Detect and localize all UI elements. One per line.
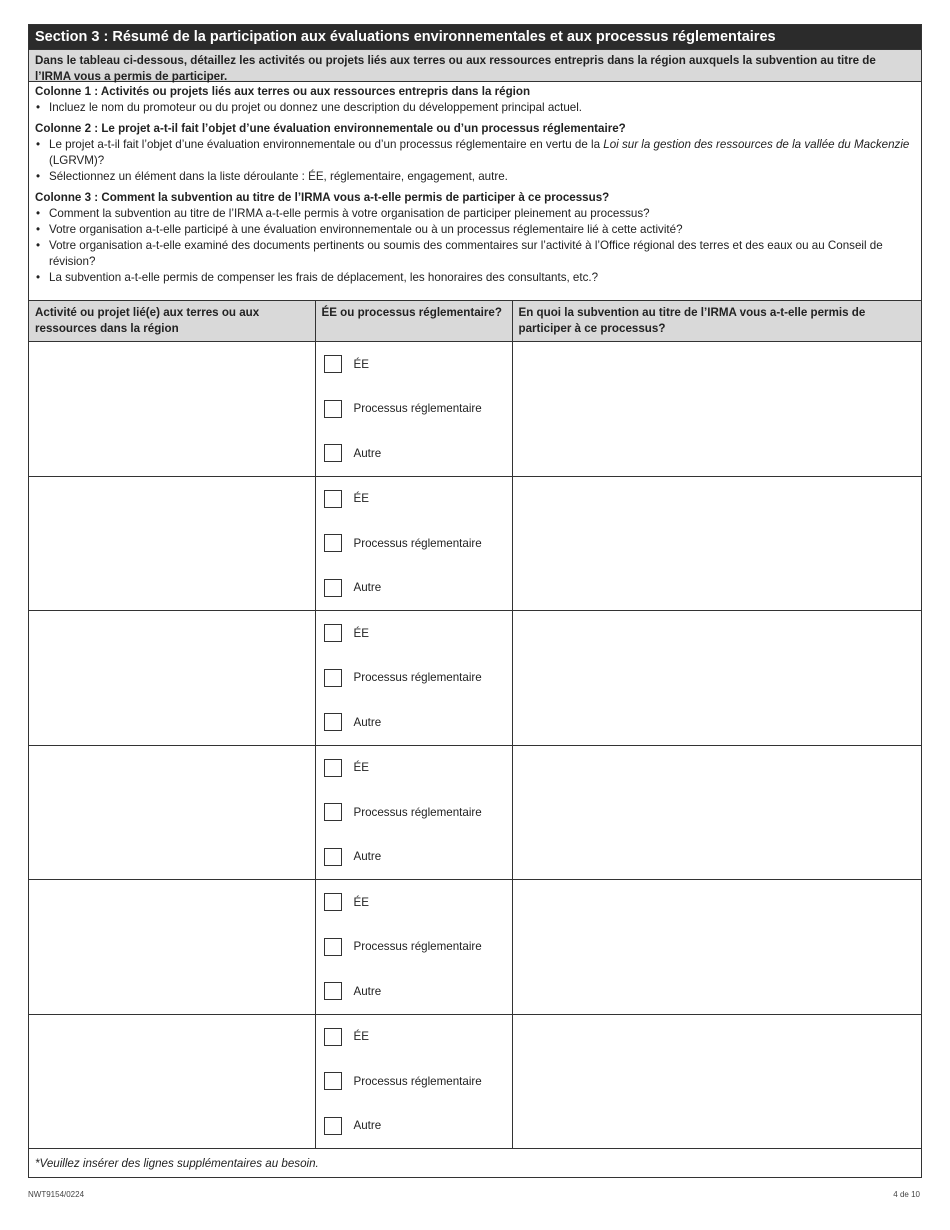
page-number: 4 de 10 (893, 1190, 920, 1199)
activity-cell[interactable] (29, 611, 315, 746)
column-3-bullet: • Comment la subvention au titre de l’IRMA a-t-elle permis à votre organisation de participer pleinement au processus? (35, 206, 915, 222)
header-process-type: ÉE ou processus réglementaire? (315, 301, 512, 342)
table-row (29, 1014, 921, 1148)
option-other (316, 1104, 512, 1149)
option-regulatory-process (316, 656, 512, 701)
checkbox-regulatory-process[interactable] (324, 400, 342, 418)
section-3-form (28, 24, 922, 1178)
how-grant-helped-cell[interactable] (512, 745, 921, 880)
column-3-bullet: • La subvention a-t-elle permis de compenser les frais de déplacement, les honoraires des consultants, etc.? (35, 270, 915, 286)
process-type-cell (315, 1014, 512, 1148)
option-ee (316, 611, 512, 656)
option-other (316, 700, 512, 745)
table-row (29, 745, 921, 880)
checkbox-other[interactable] (324, 848, 342, 866)
column-3-instructions (35, 190, 915, 286)
option-regulatory-process (316, 790, 512, 835)
checkbox-regulatory-process[interactable] (324, 803, 342, 821)
checkbox-other[interactable] (324, 1117, 342, 1135)
checkbox-ee[interactable] (324, 759, 342, 777)
checkbox-ee[interactable] (324, 893, 342, 911)
column-2-bullet-dropdown: • Sélectionnez un élément dans la liste déroulante : ÉE, réglementaire, engagement, autre. (35, 169, 915, 185)
checkbox-other[interactable] (324, 713, 342, 731)
option-label: Autre (353, 984, 382, 998)
option-ee (316, 880, 512, 925)
table-row (29, 342, 921, 477)
process-type-cell (315, 342, 512, 477)
law-bullet-post: (LGRVM)? (49, 154, 105, 167)
process-type-cell (315, 476, 512, 611)
checkbox-other[interactable] (324, 982, 342, 1000)
column-2-bullet-law (35, 137, 915, 169)
option-ee (316, 746, 512, 791)
option-label: Processus réglementaire (353, 1074, 482, 1088)
how-grant-helped-cell[interactable] (512, 342, 921, 477)
option-regulatory-process (316, 925, 512, 970)
table-row (29, 880, 921, 1015)
checkbox-regulatory-process[interactable] (324, 534, 342, 552)
footnote: *Veuillez insérer des lignes supplémentaires au besoin. (29, 1148, 921, 1177)
option-label: ÉE (353, 895, 369, 909)
process-type-cell (315, 611, 512, 746)
option-label: ÉE (353, 492, 369, 506)
process-type-cell (315, 880, 512, 1015)
section-title: Section 3 : Résumé de la participation aux évaluations environnementales et aux processus réglementaires (29, 25, 921, 49)
checkbox-other[interactable] (324, 444, 342, 462)
how-grant-helped-cell[interactable] (512, 880, 921, 1015)
option-label: ÉE (353, 357, 369, 371)
checkbox-regulatory-process[interactable] (324, 669, 342, 687)
option-regulatory-process (316, 521, 512, 566)
column-1-heading: Colonne 1 : Activités ou projets liés aux terres ou aux ressources entrepris dans la région (35, 85, 531, 98)
how-grant-helped-cell[interactable] (512, 611, 921, 746)
option-regulatory-process (316, 1059, 512, 1104)
option-label: Autre (353, 850, 382, 864)
how-grant-helped-cell[interactable] (512, 476, 921, 611)
option-other (316, 566, 512, 611)
option-label: Processus réglementaire (353, 671, 482, 685)
instructions (29, 82, 921, 300)
law-bullet-pre: Le projet a-t-il fait l’objet d’une évaluation environnementale ou d’un processus réglementaire en vertu de la (49, 138, 604, 151)
column-2-heading: Colonne 2 : Le projet a-t-il fait l’objet d’une évaluation environnementale ou d’un processus réglementaire? (35, 122, 626, 135)
activity-cell[interactable] (29, 342, 315, 477)
option-label: Processus réglementaire (353, 402, 482, 416)
option-label: ÉE (353, 626, 369, 640)
column-1-bullet: • Incluez le nom du promoteur ou du projet ou donnez une description du développement principal actuel. (35, 100, 915, 116)
option-label: Processus réglementaire (353, 536, 482, 550)
checkbox-ee[interactable] (324, 1028, 342, 1046)
option-regulatory-process (316, 387, 512, 432)
checkbox-regulatory-process[interactable] (324, 938, 342, 956)
column-3-bullet: • Votre organisation a-t-elle participé à une évaluation environnementale ou à un processus réglementaire lié à cette activité? (35, 222, 915, 238)
option-ee (316, 1015, 512, 1060)
section-intro: Dans le tableau ci-dessous, détaillez les activités ou projets liés aux terres ou aux ressources entrepris dans la région auxquels la subvention au titre de l’IRMA vous a permis de participer. (29, 49, 921, 82)
checkbox-ee[interactable] (324, 624, 342, 642)
option-label: Autre (353, 446, 382, 460)
form-id: NWT9154/0224 (28, 1190, 85, 1199)
option-label: Autre (353, 715, 382, 729)
column-3-bullet: • Votre organisation a-t-elle examiné des documents pertinents ou soumis des commentaires sur l’activité à l’Office régional des terres et des eaux ou au Conseil de révision? (35, 238, 915, 270)
participation-table (29, 300, 921, 1148)
option-label: Autre (353, 581, 382, 595)
option-other (316, 969, 512, 1014)
column-1-instructions (35, 84, 915, 116)
law-name: Loi sur la gestion des ressources de la vallée du Mackenzie (603, 138, 910, 151)
activity-cell[interactable] (29, 1014, 315, 1148)
header-activity: Activité ou projet lié(e) aux terres ou aux ressources dans la région (29, 301, 315, 342)
option-label: ÉE (353, 761, 369, 775)
header-how-grant-helped: En quoi la subvention au titre de l’IRMA vous a-t-elle permis de participer à ce processus? (512, 301, 921, 342)
checkbox-ee[interactable] (324, 490, 342, 508)
option-ee (316, 342, 512, 387)
process-type-cell (315, 745, 512, 880)
option-label: ÉE (353, 1030, 369, 1044)
checkbox-other[interactable] (324, 579, 342, 597)
table-row (29, 611, 921, 746)
checkbox-regulatory-process[interactable] (324, 1072, 342, 1090)
option-other (316, 431, 512, 476)
option-ee (316, 477, 512, 522)
option-label: Processus réglementaire (353, 805, 482, 819)
option-other (316, 835, 512, 880)
activity-cell[interactable] (29, 745, 315, 880)
option-label: Autre (353, 1119, 382, 1133)
table-row (29, 476, 921, 611)
activity-cell[interactable] (29, 880, 315, 1015)
option-label: Processus réglementaire (353, 940, 482, 954)
activity-cell[interactable] (29, 476, 315, 611)
how-grant-helped-cell[interactable] (512, 1014, 921, 1148)
column-2-instructions (35, 121, 915, 185)
column-3-heading: Colonne 3 : Comment la subvention au titre de l’IRMA vous a-t-elle permis de participer à ce processus? (35, 191, 610, 204)
checkbox-ee[interactable] (324, 355, 342, 373)
